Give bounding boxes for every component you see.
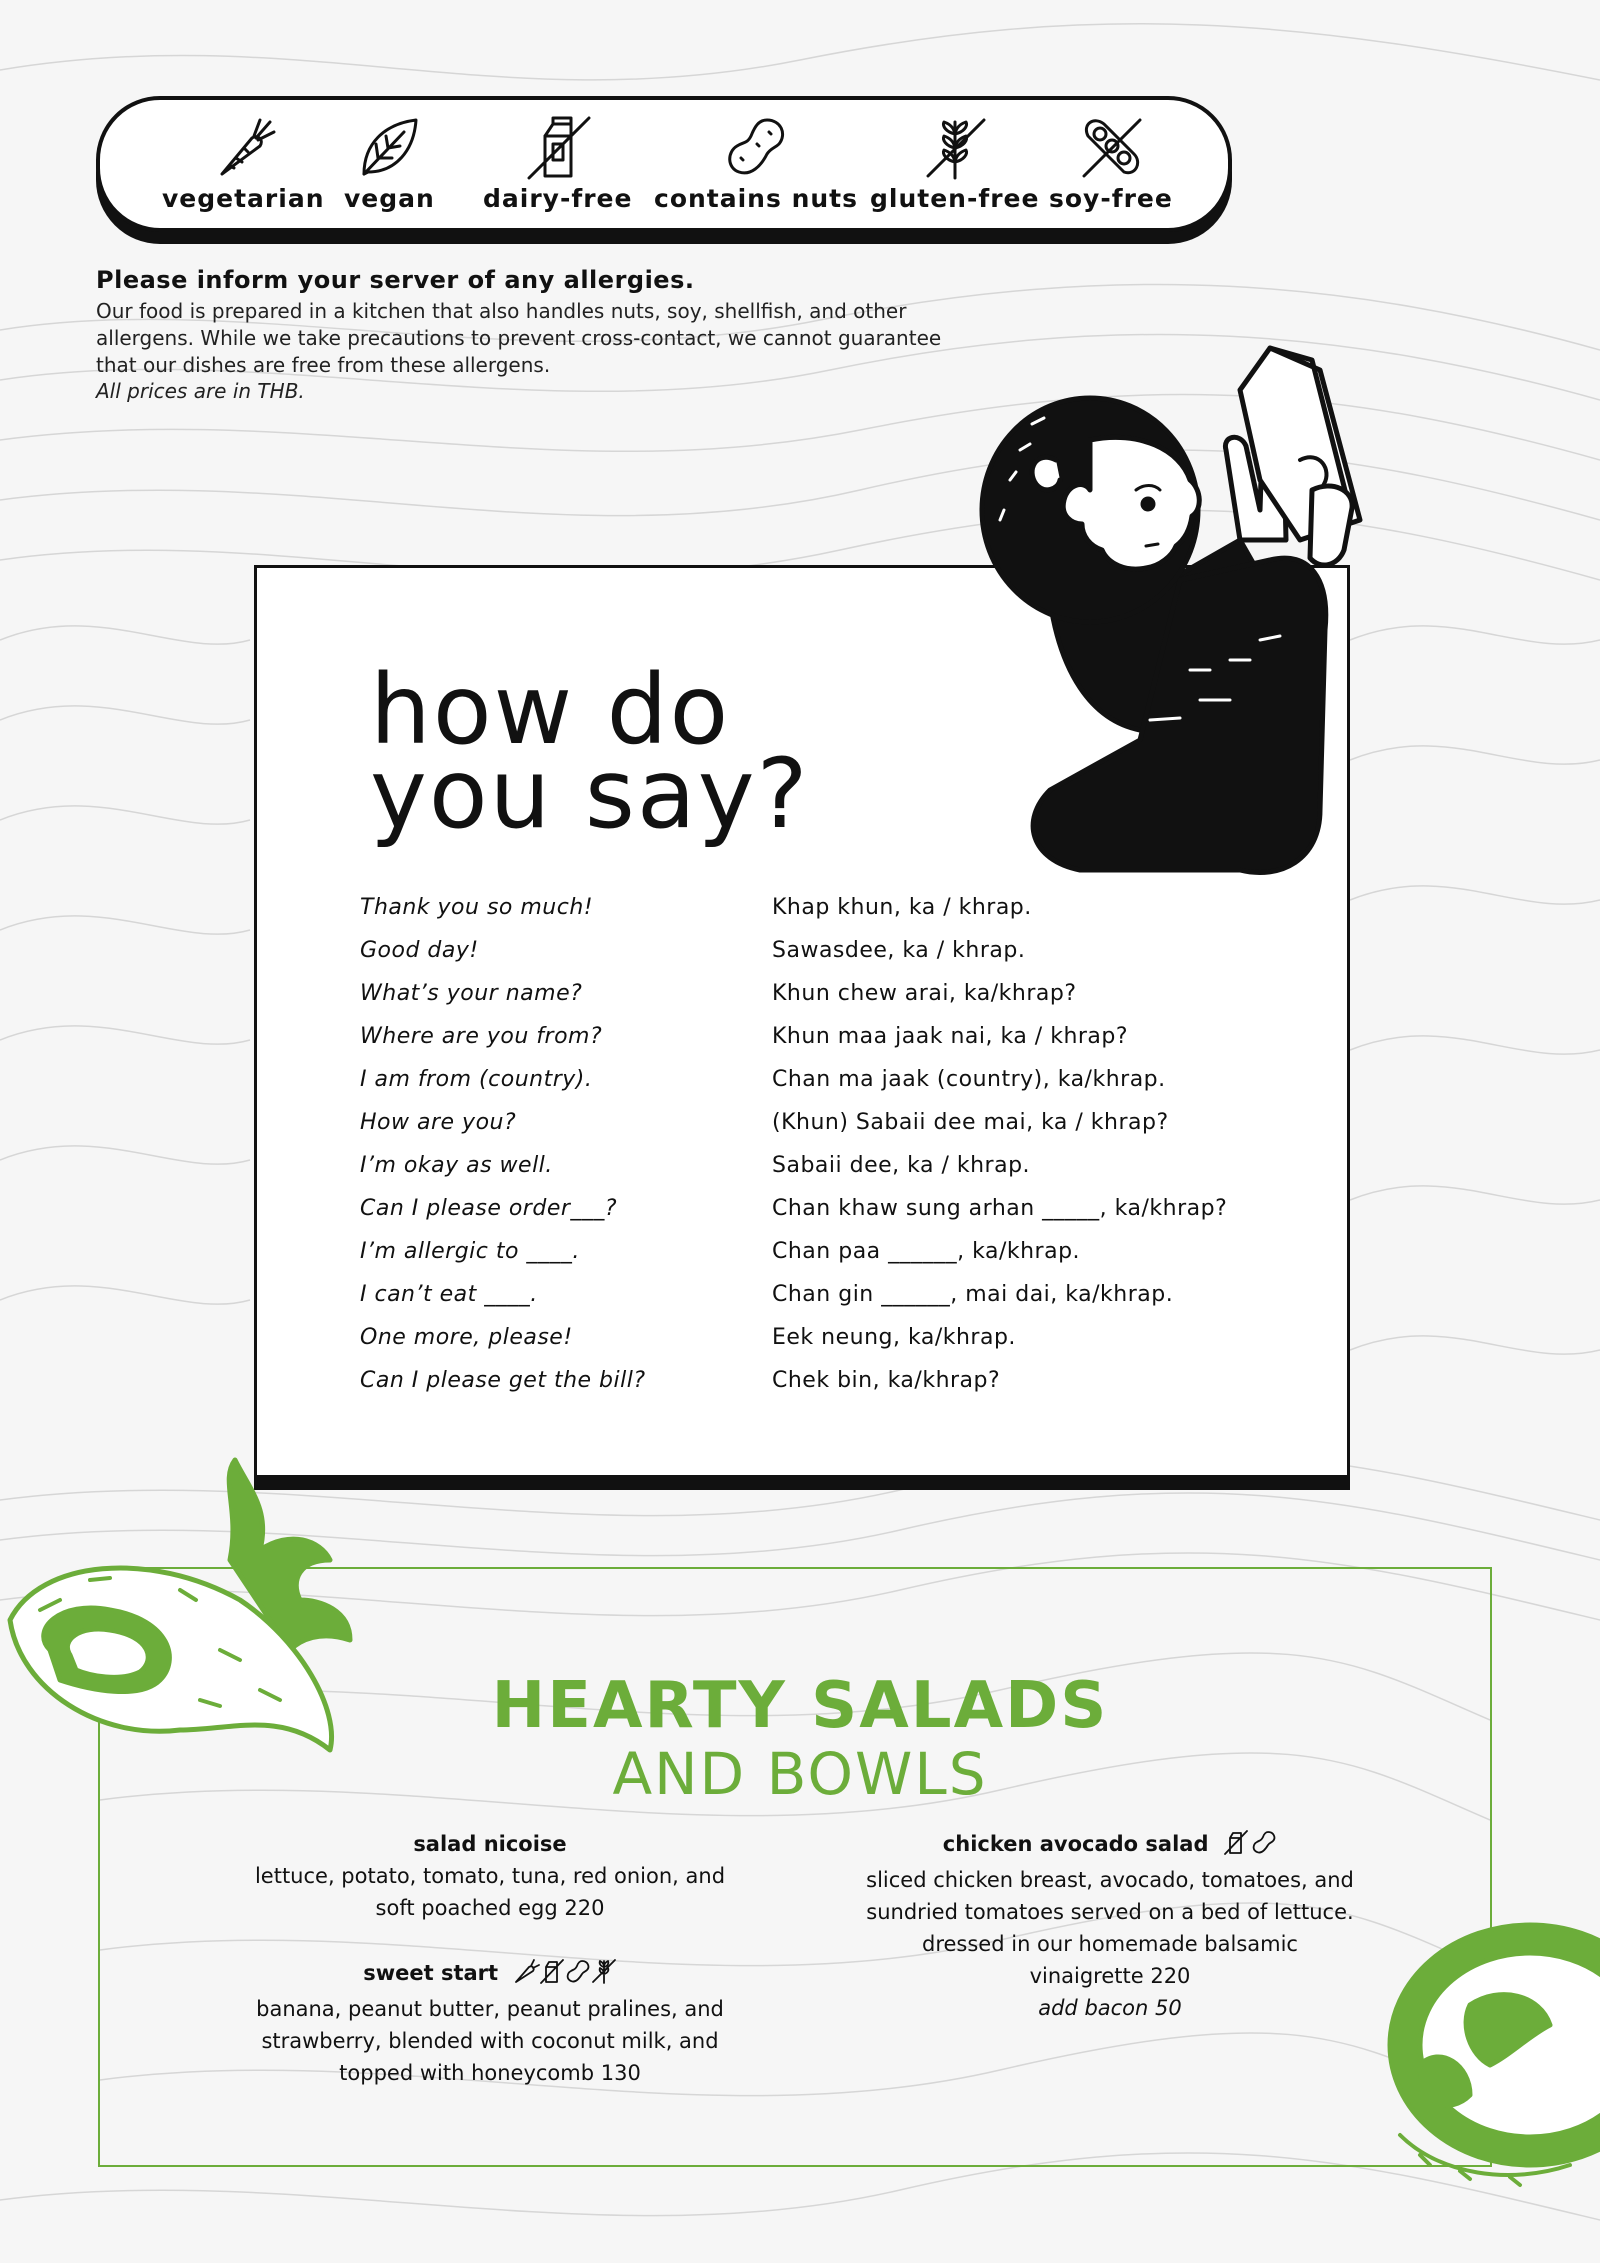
- legend-label-contains-nuts: contains nuts: [654, 184, 858, 213]
- phrase-thai: Chan paa ______, ka/khrap.: [772, 1239, 1081, 1264]
- legend-item-contains-nuts: [654, 114, 858, 213]
- phrase-thai: Khun chew arai, ka/khrap?: [772, 981, 1077, 1006]
- dish-name: sweet start: [363, 1961, 499, 1985]
- carrot-icon: [516, 1960, 539, 1982]
- phrase-english: How are you?: [360, 1110, 517, 1135]
- phrase-row: [360, 1239, 1260, 1282]
- phrase-english: Thank you so much!: [360, 895, 594, 920]
- allergy-notice-body: Our food is prepared in a kitchen that also handles nuts, soy, shellfish, and other allergens. While we take precautions to prevent cross-contact, we cannot guarantee that our dishes are free from these allergens.: [96, 299, 942, 377]
- dish-description: lettuce, potato, tomato, tuna, red onion, and soft poached egg 220: [254, 1864, 726, 1920]
- legend-item-dairy-free: [483, 114, 632, 213]
- phrase-row: [360, 1325, 1260, 1368]
- phrase-english: I’m allergic to ____.: [360, 1239, 580, 1264]
- phrase-english: I can’t eat ____.: [360, 1282, 538, 1307]
- phrase-english: Can I please order___?: [360, 1196, 618, 1221]
- legend-label-soy-free: soy-free: [1049, 184, 1173, 213]
- dish-name: chicken avocado salad: [942, 1832, 1209, 1856]
- phrase-english: What’s your name?: [360, 981, 583, 1006]
- allergy-notice: [96, 266, 956, 403]
- phrase-row: [360, 938, 1260, 981]
- phrase-thai: Khap khun, ka / khrap.: [772, 895, 1032, 920]
- phrase-english: I am from (country).: [360, 1067, 593, 1092]
- phrase-thai: Sabaii dee, ka / khrap.: [772, 1153, 1031, 1178]
- milk-carton-crossed-icon: [1225, 1831, 1247, 1854]
- dish-description: banana, peanut butter, peanut pralines, and strawberry, blended with coconut milk, and topped with honeycomb 130: [256, 1997, 724, 2085]
- price-currency-note: All prices are in THB.: [96, 379, 305, 403]
- phrase-row: [360, 1153, 1260, 1196]
- phrase-row: [360, 1282, 1260, 1325]
- phrase-row: [360, 1196, 1260, 1239]
- phrase-row: [360, 895, 1260, 938]
- phrase-thai: Chan khaw sung arhan _____, ka/khrap?: [772, 1196, 1228, 1221]
- salads-title-line1: HEARTY SALADS: [491, 1669, 1109, 1743]
- legend-item-vegan: [344, 114, 435, 213]
- phrase-card-title-line2: you say?: [370, 738, 810, 850]
- legend-label-vegan: vegan: [344, 184, 435, 213]
- phrase-english: Can I please get the bill?: [360, 1368, 646, 1393]
- phrase-english: Good day!: [360, 938, 479, 963]
- phrase-row: [360, 981, 1260, 1024]
- phrase-thai: Chan ma jaak (country), ka/khrap.: [772, 1067, 1166, 1092]
- legend-label-gluten-free: gluten-free: [870, 184, 1040, 213]
- peanut-icon: [1254, 1832, 1275, 1853]
- dish-name: salad nicoise: [413, 1832, 567, 1856]
- person-reading-illustration: [940, 340, 1420, 930]
- phrase-thai: Chan gin ______, mai dai, ka/khrap.: [772, 1282, 1174, 1307]
- phrase-thai: Chek bin, ka/khrap?: [772, 1368, 1001, 1393]
- carrot-icon: [208, 114, 278, 180]
- dish-diet-icons: [1223, 1829, 1277, 1864]
- phrase-english: Where are you from?: [360, 1024, 603, 1049]
- legend-label-dairy-free: dairy-free: [483, 184, 633, 213]
- phrase-card-title: [370, 654, 810, 850]
- phrase-english: One more, please!: [360, 1325, 573, 1350]
- phrase-thai: Sawasdee, ka / khrap.: [772, 938, 1026, 963]
- leaf-icon: [354, 114, 424, 180]
- phrase-english: I’m okay as well.: [360, 1153, 553, 1178]
- milk-carton-crossed-icon: [523, 114, 593, 180]
- wheat-crossed-icon: [593, 1960, 615, 1983]
- phrase-row: [360, 1024, 1260, 1067]
- dish-chicken-avocado-salad: [820, 1828, 1400, 2024]
- allergy-notice-title: Please inform your server of any allergies.: [96, 266, 695, 294]
- lime-slice-illustration: [1380, 1915, 1600, 2215]
- phrase-row: [360, 1067, 1260, 1110]
- dietary-legend: [96, 96, 1232, 232]
- milk-carton-crossed-icon: [541, 1960, 563, 1983]
- phrase-thai: (Khun) Sabaii dee mai, ka / khrap?: [772, 1110, 1169, 1135]
- legend-label-vegetarian: vegetarian: [162, 184, 325, 213]
- peanut-icon: [567, 1961, 588, 1982]
- dish-salad-nicoise: [220, 1828, 760, 1924]
- soybean-crossed-icon: [1076, 114, 1146, 180]
- salads-title-line2: AND BOWLS: [612, 1740, 988, 1808]
- phrase-row: [360, 1110, 1260, 1153]
- phrase-thai: Khun maa jaak nai, ka / khrap?: [772, 1024, 1129, 1049]
- phrase-card-title-line1: how do: [370, 654, 731, 766]
- phrase-row: [360, 1368, 1260, 1411]
- salads-section-title: [0, 1670, 1600, 1806]
- legend-item-vegetarian: [162, 114, 325, 213]
- dish-description: sliced chicken breast, avocado, tomatoes, and sundried tomatoes served on a bed of lettuce. dressed in our homemade balsamic vinaigrette 220: [866, 1868, 1354, 1988]
- wheat-crossed-icon: [920, 114, 990, 180]
- legend-item-soy-free: [1049, 114, 1173, 213]
- dish-add-on: add bacon 50: [1038, 1996, 1182, 2020]
- phrase-list: [360, 895, 1260, 1411]
- dish-sweet-start: [220, 1957, 760, 2089]
- legend-item-gluten-free: [870, 114, 1039, 213]
- peanut-icon: [721, 114, 791, 180]
- dish-diet-icons: [513, 1958, 617, 1993]
- phrase-thai: Eek neung, ka/khrap.: [772, 1325, 1016, 1350]
